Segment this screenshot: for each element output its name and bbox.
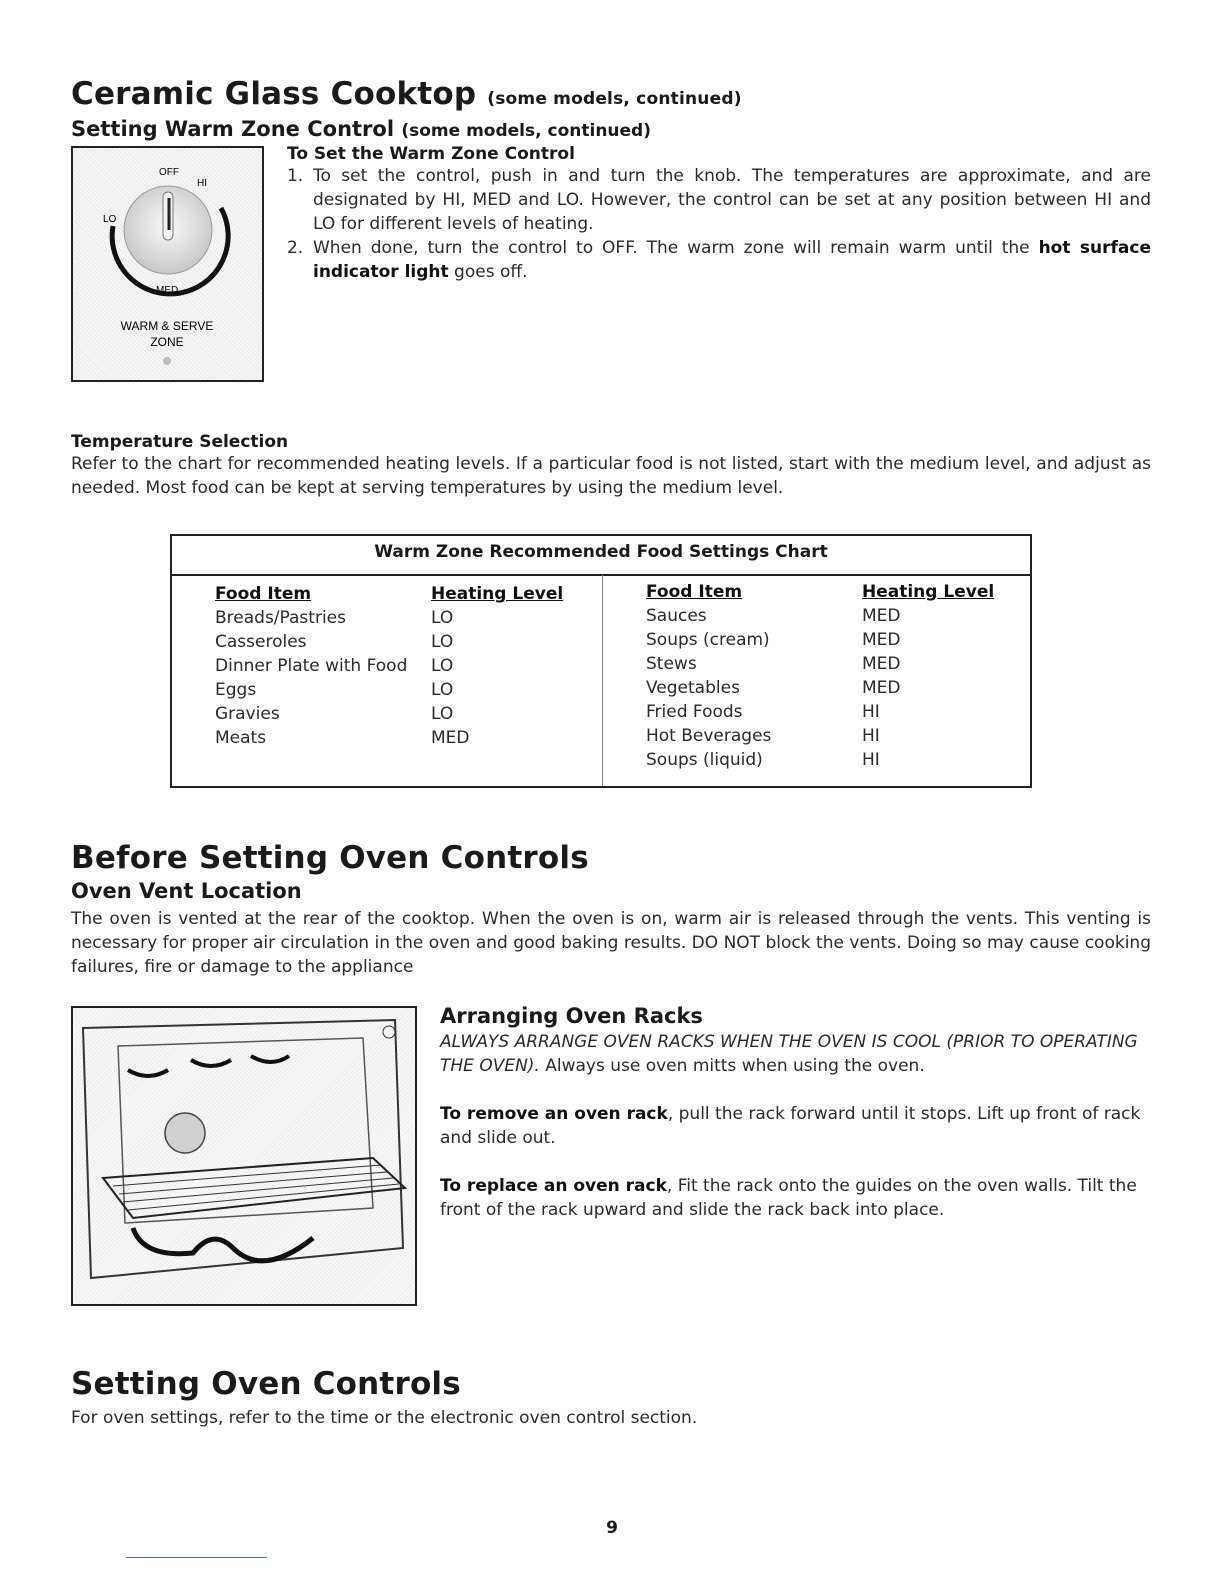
bake-element-icon <box>133 1228 313 1261</box>
heating-level: LO <box>431 704 454 724</box>
warm-zone-knob-figure <box>71 146 264 382</box>
food-item: Eggs <box>215 680 257 700</box>
heating-level-header: Heating Level <box>862 582 995 602</box>
label-hi: HI <box>197 178 207 189</box>
food-item: Hot Beverages <box>646 726 772 746</box>
arranging-racks-block <box>440 1004 1151 1222</box>
food-item: Breads/Pastries <box>215 608 346 628</box>
chart-divider <box>172 574 1030 576</box>
food-item: Casseroles <box>215 632 307 652</box>
oven-rack-figure <box>71 1006 417 1306</box>
step-text-end: goes off. <box>448 262 528 282</box>
step-1 <box>287 164 1151 236</box>
food-item: Vegetables <box>646 678 740 698</box>
page-title-ceramic-cooktop <box>71 76 742 112</box>
rack-wires <box>113 1165 399 1210</box>
oven-illustration <box>73 1008 415 1304</box>
set-control-steps <box>287 164 1151 284</box>
zone-label-line1: WARM & SERVE <box>120 319 214 333</box>
heating-level: LO <box>431 632 454 652</box>
caution-text: ALWAYS ARRANGE OVEN RACKS WHEN THE OVEN IS COOL (PRIOR TO OPERATING THE OVEN). <box>440 1032 1138 1076</box>
chart-title: Warm Zone Recommended Food Settings Chart <box>374 542 828 562</box>
food-settings-chart <box>170 534 1032 788</box>
broil-element-icon <box>128 1056 289 1076</box>
food-item: Gravies <box>215 704 280 724</box>
heating-level: LO <box>431 656 454 676</box>
section-title-setting-oven: Setting Oven Controls <box>71 1366 461 1402</box>
setting-oven-text: For oven settings, refer to the time or the electronic oven control section. <box>71 1408 698 1428</box>
arranging-racks-intro <box>440 1030 1151 1078</box>
temperature-selection <box>71 432 1151 500</box>
section-title-note: (some models, continued) <box>487 89 742 109</box>
remove-rack-text <box>440 1102 1151 1150</box>
section-title: Ceramic Glass Cooktop <box>71 76 477 112</box>
label-lo: LO <box>103 214 117 225</box>
food-item: Meats <box>215 728 267 748</box>
set-control-block <box>287 144 1151 284</box>
heating-level: HI <box>862 750 880 770</box>
remove-rack-label: To remove an oven rack <box>440 1104 668 1124</box>
indicator-light-icon <box>163 357 171 365</box>
step-number: 1. <box>287 166 304 186</box>
heating-level: MED <box>862 678 901 698</box>
food-item: Sauces <box>646 606 707 626</box>
label-off: OFF <box>159 167 179 178</box>
arranging-racks-heading: Arranging Oven Racks <box>440 1004 703 1028</box>
remove-rack-instructions: , pull the rack forward until it stops. Lift up front of rack and slide out. <box>440 1104 1141 1148</box>
step-text: When done, turn the control to OFF. The warm zone will remain warm until the <box>313 238 1039 258</box>
set-control-heading: To Set the Warm Zone Control <box>287 144 575 164</box>
footer-rule <box>126 1557 267 1558</box>
step-2 <box>287 236 1151 284</box>
heating-level: LO <box>431 680 454 700</box>
heating-level-header: Heating Level <box>431 584 564 604</box>
food-item: Soups (cream) <box>646 630 770 650</box>
left-food-column <box>215 582 407 750</box>
heating-level: MED <box>431 728 470 748</box>
oven-cavity-outline <box>83 1020 403 1278</box>
oven-vent-text: The oven is vented at the rear of the cooktop. When the oven is on, warm air is released through the vents. This venting is necessary for proper air circulation in the oven and good baking results. DO NOT block the vents. Doing so may cause cooking failures, fire or damage to the appliance <box>71 909 1151 977</box>
section-title-before-setting: Before Setting Oven Controls <box>71 840 589 876</box>
left-level-column <box>431 582 563 750</box>
temperature-selection-heading: Temperature Selection <box>71 432 289 452</box>
step-text: To set the control, push in and turn the knob. The temperatures are approximate, and are designated by HI, MED and LO. However, the control can be set at any position between HI and LO for different levels of heating. <box>313 166 1151 234</box>
zone-label-line2: ZONE <box>150 335 184 349</box>
oven-light-icon <box>383 1026 395 1038</box>
subtitle-note: (some models, continued) <box>401 121 651 141</box>
replace-rack-text <box>440 1174 1151 1222</box>
food-item: Stews <box>646 654 697 674</box>
subtitle-text: Setting Warm Zone Control <box>71 117 395 141</box>
step-bold-text: hot surface indicator light <box>313 238 1151 282</box>
right-food-column <box>646 580 771 772</box>
food-item: Soups (liquid) <box>646 750 763 770</box>
food-item: Fried Foods <box>646 702 743 722</box>
right-level-column <box>862 580 994 772</box>
heating-level: HI <box>862 726 880 746</box>
replace-rack-label: To replace an oven rack <box>440 1176 667 1196</box>
heating-level: MED <box>862 606 901 626</box>
food-item-header: Food Item <box>646 582 743 602</box>
step-number: 2. <box>287 238 304 258</box>
caution-followup: Always use oven mitts when using the oven. <box>539 1056 925 1076</box>
food-item-header: Food Item <box>215 584 312 604</box>
subtitle-oven-vent: Oven Vent Location <box>71 879 302 903</box>
food-item: Dinner Plate with Food <box>215 656 408 676</box>
fan-grille-icon <box>165 1113 205 1153</box>
knob-illustration <box>73 148 262 380</box>
temperature-selection-text: Refer to the chart for recommended heating levels. If a particular food is not listed, start with the medium level, and adjust as needed. Most food can be kept at serving temperatures by using the medium level. <box>71 454 1151 498</box>
heating-level: MED <box>862 630 901 650</box>
subtitle-warm-zone <box>71 117 651 141</box>
chart-column-divider <box>602 575 603 786</box>
heating-level: LO <box>431 608 454 628</box>
replace-rack-instructions: , Fit the rack onto the guides on the oven walls. Tilt the front of the rack upward and slide the rack back into place. <box>440 1176 1137 1220</box>
page-number: 9 <box>606 1518 618 1538</box>
label-med: MED <box>156 285 179 296</box>
heating-level: HI <box>862 702 880 722</box>
heating-level: MED <box>862 654 901 674</box>
